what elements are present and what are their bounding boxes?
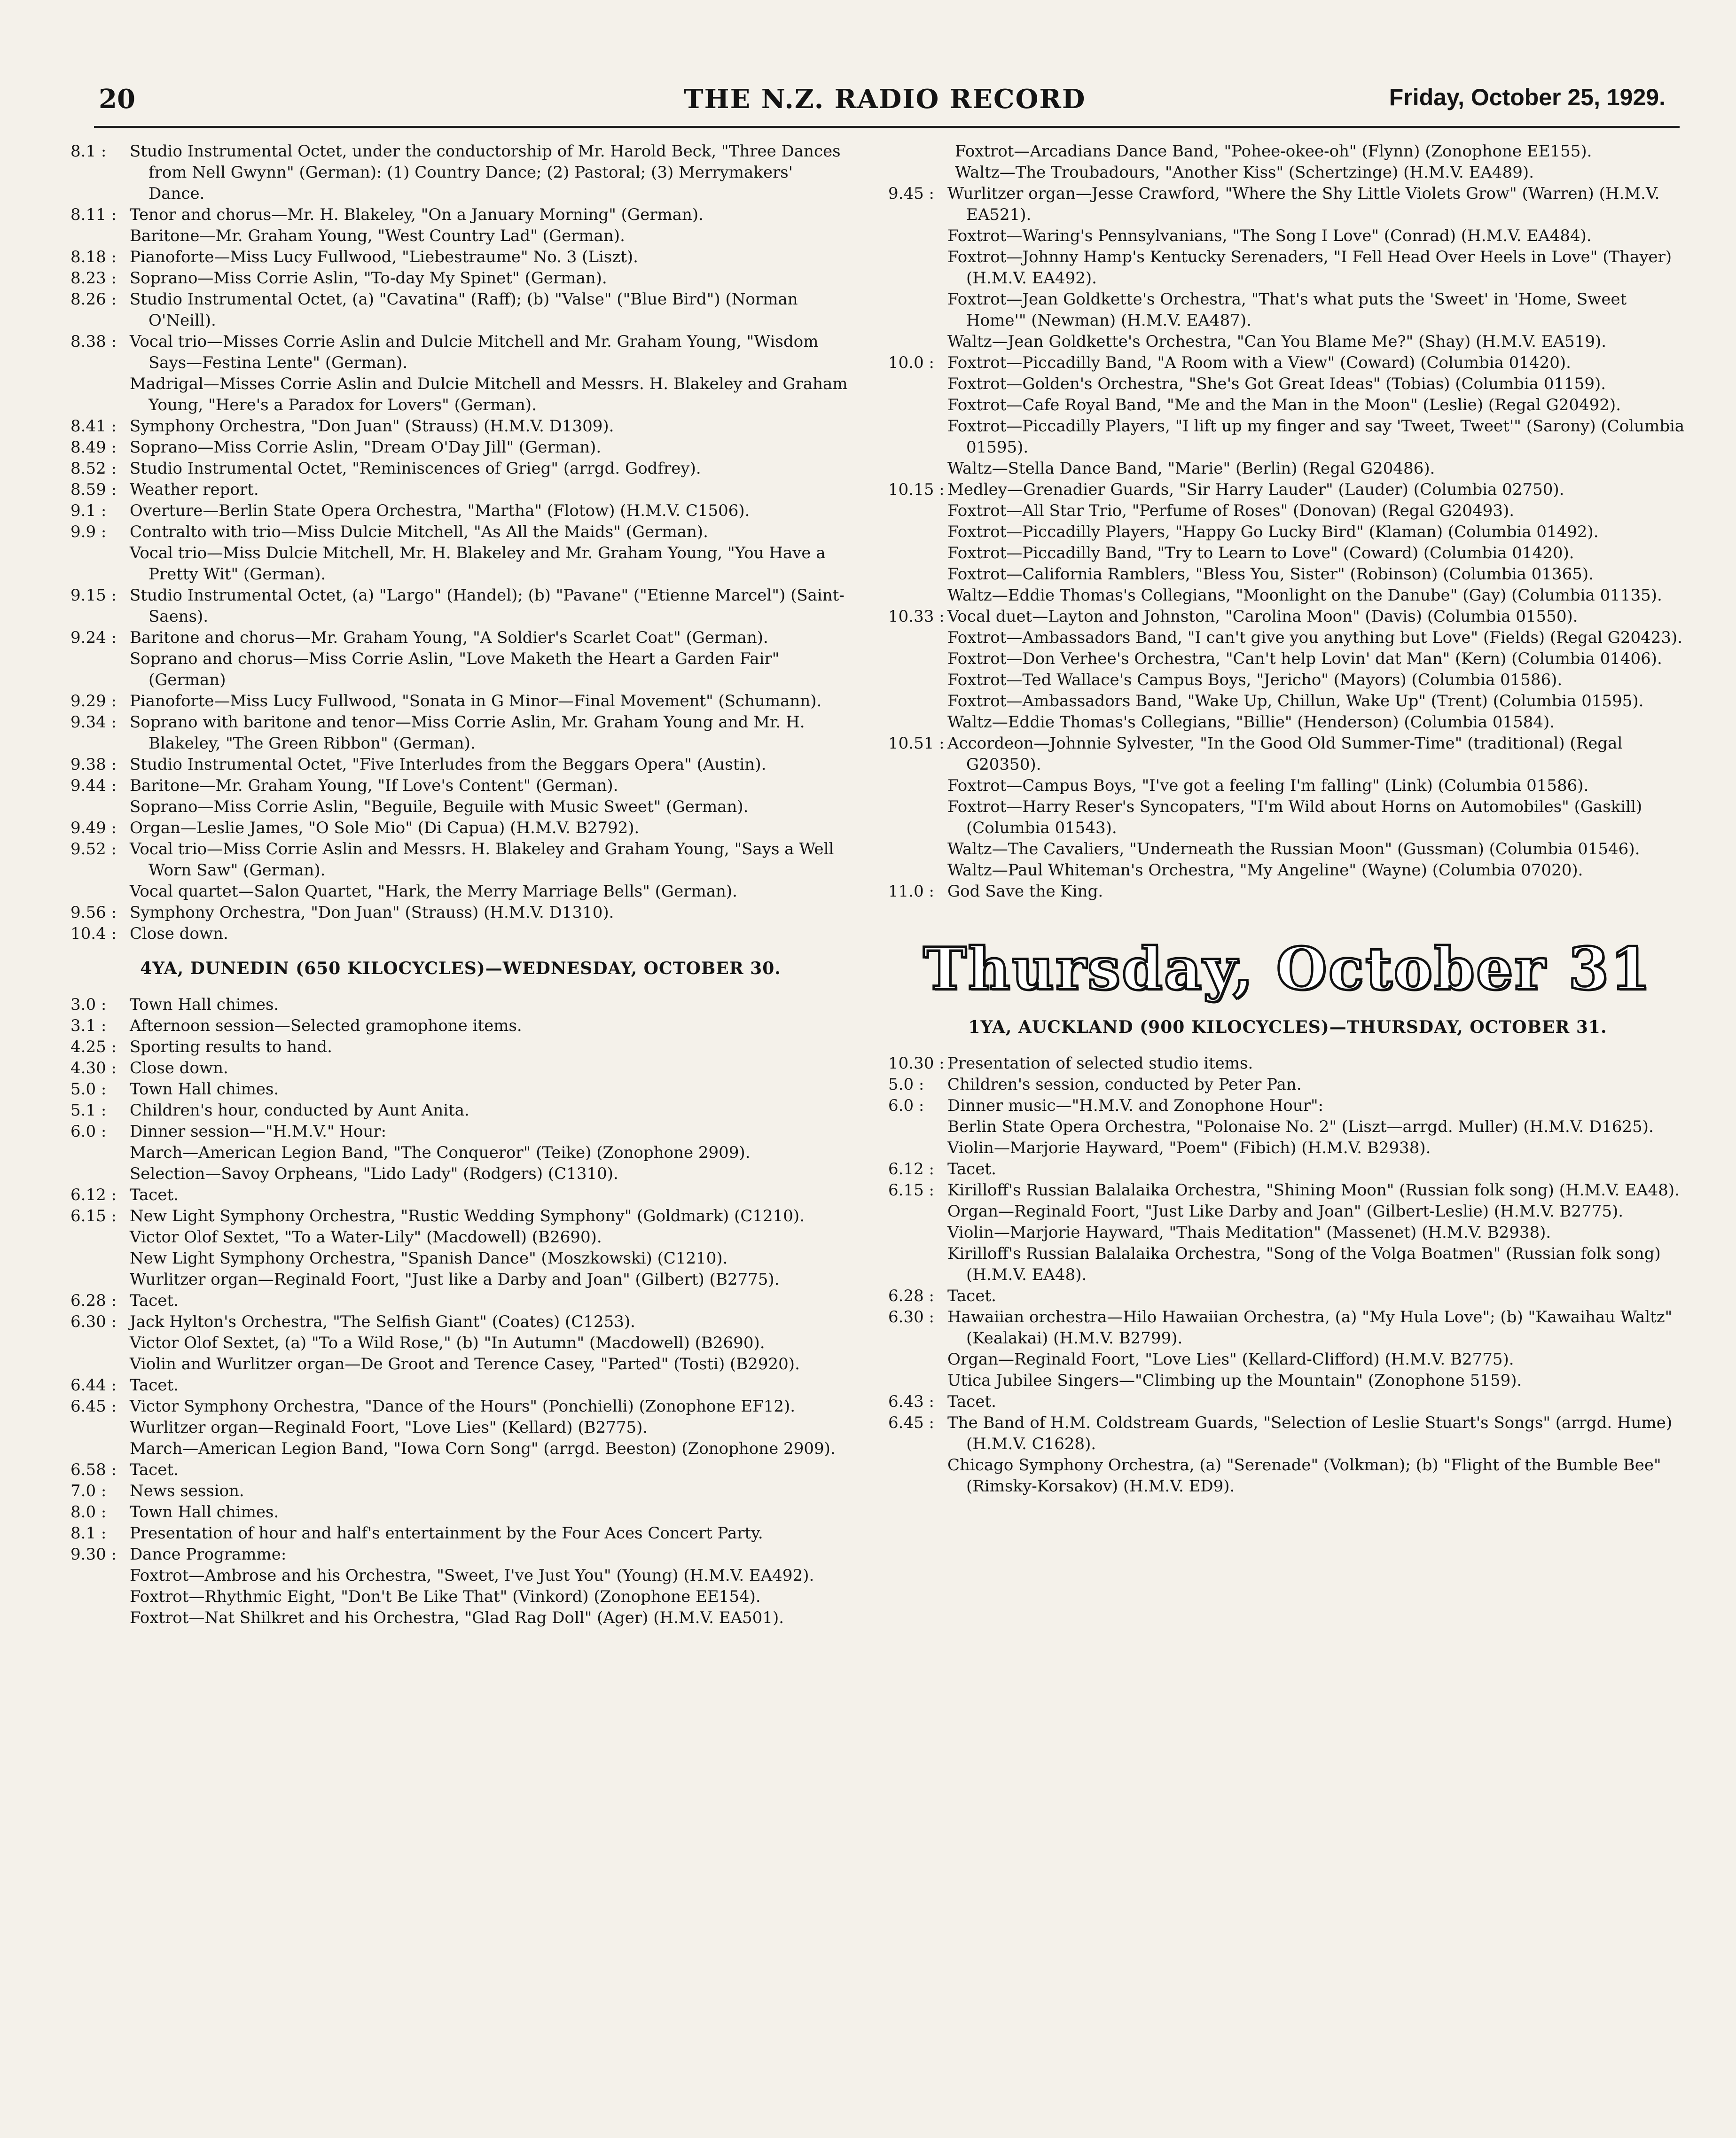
program-item: Studio Instrumental Octet, (a) "Largo" (Handel); (b) "Pavane" ("Etienne Marcel") (Saint-Saens). bbox=[130, 586, 845, 626]
entry-items bbox=[130, 1311, 851, 1375]
program-item: March—American Legion Band, "Iowa Corn Song" (arrgd. Beeston) (Zonophone 2909). bbox=[130, 1439, 836, 1458]
program-item: Kirilloff's Russian Balalaika Orchestra, "Song of the Volga Boatmen" (Russian folk song) (H.M.V. EA48). bbox=[947, 1244, 1661, 1284]
entry-items bbox=[130, 818, 851, 839]
program-item: Vocal trio—Miss Corrie Aslin and Messrs. H. Blakeley and Graham Young, "Says a Well Worn Saw" (German). bbox=[130, 840, 834, 880]
schedule-entry bbox=[70, 268, 851, 289]
schedule-entry bbox=[70, 1544, 851, 1629]
schedule-entry bbox=[70, 247, 851, 268]
program-item: Chicago Symphony Orchestra, (a) "Serenade" (Volkman); (b) "Flight of the Bumble Bee" (Rimsky-Korsakov) (H.M.V. ED9). bbox=[947, 1456, 1661, 1496]
program-item: Town Hall chimes. bbox=[130, 1080, 279, 1099]
program-item: Symphony Orchestra, "Don Juan" (Strauss) (H.M.V. D1310). bbox=[130, 903, 614, 922]
entry-items bbox=[130, 902, 851, 923]
entry-items bbox=[947, 1159, 1687, 1180]
program-item: Studio Instrumental Octet, (a) "Cavatina" (Raff); (b) "Valse" ("Blue Bird") (Norman O'Neill). bbox=[130, 290, 798, 330]
program-item: Foxtrot—California Ramblers, "Bless You, Sister" (Robinson) (Columbia 01365). bbox=[947, 565, 1594, 584]
program-item: The Band of H.M. Coldstream Guards, "Selection of Leslie Stuart's Songs" (arrgd. Hume) (H.M.V. C1628). bbox=[947, 1413, 1673, 1453]
entry-items bbox=[130, 331, 851, 416]
entry-time: 9.44 : bbox=[70, 776, 117, 795]
entry-items bbox=[130, 437, 851, 458]
program-item: Foxtrot—Nat Shilkret and his Orchestra, "Glad Rag Doll" (Ager) (H.M.V. EA501). bbox=[130, 1608, 784, 1627]
program-item: Soprano—Miss Corrie Aslin, "To-day My Spinet" (German). bbox=[130, 269, 607, 288]
entry-time: 10.4 : bbox=[70, 924, 117, 943]
schedule-entry bbox=[888, 881, 1687, 902]
entry-items bbox=[947, 352, 1687, 479]
program-item: Tacet. bbox=[130, 1186, 179, 1204]
program-item: Foxtrot—Golden's Orchestra, "She's Got Great Ideas" (Tobias) (Columbia 01159). bbox=[947, 375, 1606, 393]
entry-time: 8.1 : bbox=[70, 1524, 107, 1543]
program-item: Foxtrot—Piccadilly Players, "I lift up my finger and say 'Tweet, Tweet'" (Sarony) (Columbia 01595). bbox=[947, 417, 1685, 457]
program-item: Soprano with baritone and tenor—Miss Corrie Aslin, Mr. Graham Young and Mr. H. Blakeley, "The Green Ribbon" (German). bbox=[130, 713, 805, 753]
issue-date: Friday, October 25, 1929. bbox=[1389, 84, 1666, 110]
program-item: Violin—Marjorie Hayward, "Thais Meditation" (Massenet) (H.M.V. B2938). bbox=[947, 1223, 1551, 1242]
entry-items bbox=[130, 141, 851, 204]
program-item: Foxtrot—Waring's Pennsylvanians, "The Song I Love" (Conrad) (H.M.V. EA484). bbox=[947, 226, 1592, 245]
entry-time: 11.0 : bbox=[888, 882, 934, 901]
schedule-entry bbox=[70, 1058, 851, 1079]
schedule-entry bbox=[70, 141, 851, 204]
program-item: Studio Instrumental Octet, "Five Interludes from the Beggars Opera" (Austin). bbox=[130, 755, 766, 774]
entry-items bbox=[130, 627, 851, 691]
program-item: Dance Programme: bbox=[130, 1545, 287, 1564]
schedule-entry bbox=[888, 606, 1687, 733]
schedule-entry bbox=[888, 1095, 1687, 1159]
program-item: Organ—Reginald Foort, "Love Lies" (Kellard-Clifford) (H.M.V. B2775). bbox=[947, 1350, 1514, 1369]
entry-time: 6.44 : bbox=[70, 1376, 117, 1395]
entry-items bbox=[130, 204, 851, 247]
schedule-entry bbox=[70, 289, 851, 331]
schedule-entry bbox=[70, 1037, 851, 1058]
schedule-entry bbox=[888, 1286, 1687, 1307]
program-item: Children's session, conducted by Peter Pan. bbox=[947, 1075, 1302, 1094]
entry-items bbox=[947, 479, 1687, 606]
program-item: Studio Instrumental Octet, "Reminiscences of Grieg" (arrgd. Godfrey). bbox=[130, 459, 701, 478]
program-item: Kirilloff's Russian Balalaika Orchestra, "Shining Moon" (Russian folk song) (H.M.V. EA48). bbox=[947, 1181, 1680, 1200]
program-item: Foxtrot—Johnny Hamp's Kentucky Serenaders, "I Fell Head Over Heels in Love" (Thayer) (H.M.V. EA492). bbox=[947, 248, 1672, 288]
entry-items bbox=[947, 1053, 1687, 1074]
program-item: Victor Olof Sextet, (a) "To a Wild Rose," (b) "In Autumn" (Macdowell) (B2690). bbox=[130, 1334, 765, 1352]
schedule-entry bbox=[70, 775, 851, 818]
program-item: Hawaiian orchestra—Hilo Hawaiian Orchestra, (a) "My Hula Love"; (b) "Kawaihau Waltz" (Kealakai) (H.M.V. B2799). bbox=[947, 1308, 1673, 1348]
entry-items bbox=[947, 1180, 1687, 1286]
program-item: Foxtrot—Ambassadors Band, "I can't give you anything but Love" (Fields) (Regal G20423). bbox=[947, 628, 1683, 647]
program-item: Wurlitzer organ—Jesse Crawford, "Where the Shy Little Violets Grow" (Warren) (H.M.V. EA521). bbox=[947, 184, 1660, 224]
program-item: Foxtrot—Ambassadors Band, "Wake Up, Chillun, Wake Up" (Trent) (Columbia 01595). bbox=[947, 692, 1644, 710]
entry-time: 9.24 : bbox=[70, 628, 117, 647]
program-item: Waltz—The Cavaliers, "Underneath the Russian Moon" (Gussman) (Columbia 01546). bbox=[947, 840, 1640, 858]
program-item: Afternoon session—Selected gramophone items. bbox=[130, 1016, 522, 1035]
entry-items bbox=[130, 1037, 851, 1058]
entry-items bbox=[130, 289, 851, 331]
entry-items bbox=[130, 458, 851, 479]
entry-time: 6.28 : bbox=[888, 1287, 934, 1305]
program-item: Vocal quartet—Salon Quartet, "Hark, the Merry Marriage Bells" (German). bbox=[130, 882, 737, 901]
program-item: Soprano—Miss Corrie Aslin, "Dream O'Day Jill" (German). bbox=[130, 438, 602, 457]
entry-items bbox=[130, 1396, 851, 1459]
entry-items bbox=[947, 183, 1687, 352]
entry-time: 9.15 : bbox=[70, 586, 117, 605]
entry-items bbox=[130, 712, 851, 754]
program-item: Vocal trio—Misses Corrie Aslin and Dulcie Mitchell and Mr. Graham Young, "Wisdom Says—Festina Lente" (German). bbox=[130, 332, 819, 372]
entry-time: 5.1 : bbox=[70, 1101, 107, 1120]
program-item: Close down. bbox=[130, 924, 228, 943]
program-item: Victor Olof Sextet, "To a Water-Lily" (Macdowell) (B2690). bbox=[130, 1228, 602, 1247]
schedule-entry bbox=[70, 331, 851, 416]
entry-time: 9.9 : bbox=[70, 523, 107, 541]
listings-1ya bbox=[888, 1053, 1687, 1497]
entry-time: 6.45 : bbox=[888, 1413, 934, 1432]
schedule-entry bbox=[70, 902, 851, 923]
program-item: Studio Instrumental Octet, under the conductorship of Mr. Harold Beck, "Three Dances from Nell Gwynn" (German): (1) Country Dance; (2) Pastoral; (3) Merrymakers' Dance. bbox=[130, 142, 841, 203]
entry-time: 10.0 : bbox=[888, 353, 934, 372]
program-item: Weather report. bbox=[130, 480, 259, 499]
entry-items bbox=[130, 923, 851, 944]
program-item: Baritone—Mr. Graham Young, "If Love's Content" (German). bbox=[130, 776, 618, 795]
entry-time: 6.12 : bbox=[888, 1160, 934, 1178]
entry-items bbox=[130, 1058, 851, 1079]
section-heading-4ya: 4YA, DUNEDIN (650 KILOCYCLES)—WEDNESDAY, OCTOBER 30. bbox=[140, 959, 781, 978]
entry-time: 9.29 : bbox=[70, 692, 117, 710]
program-item: Overture—Berlin State Opera Orchestra, "Martha" (Flotow) (H.M.V. C1506). bbox=[130, 501, 750, 520]
program-item: Vocal duet—Layton and Johnston, "Carolina Moon" (Davis) (Columbia 01550). bbox=[947, 607, 1578, 626]
program-item: Foxtrot—Piccadilly Band, "A Room with a View" (Coward) (Columbia 01420). bbox=[947, 353, 1571, 372]
program-item: Pianoforte—Miss Lucy Fullwood, "Liebestraume" No. 3 (Liszt). bbox=[130, 248, 638, 266]
entry-time: 8.38 : bbox=[70, 332, 117, 351]
program-item: Soprano—Miss Corrie Aslin, "Beguile, Beguile with Music Sweet" (German). bbox=[130, 797, 749, 816]
program-item: Berlin State Opera Orchestra, "Polonaise No. 2" (Liszt—arrgd. Muller) (H.M.V. D1625). bbox=[947, 1117, 1654, 1136]
entry-time: 10.15 : bbox=[888, 480, 945, 499]
program-item: Utica Jubilee Singers—"Climbing up the Mountain" (Zonophone 5159). bbox=[947, 1371, 1522, 1390]
schedule-entry bbox=[888, 352, 1687, 479]
entry-time: 6.12 : bbox=[70, 1186, 117, 1204]
schedule-entry bbox=[70, 1121, 851, 1185]
schedule-entry bbox=[70, 500, 851, 522]
program-item: Dinner music—"H.M.V. and Zonophone Hour": bbox=[947, 1096, 1324, 1115]
schedule-entry bbox=[70, 1311, 851, 1375]
program-item: Foxtrot—Jean Goldkette's Orchestra, "That's what puts the 'Sweet' in 'Home, Sweet Home'" (Newman) (H.M.V. EA487). bbox=[947, 290, 1627, 330]
entry-time: 6.45 : bbox=[70, 1397, 117, 1416]
entry-time: 6.0 : bbox=[70, 1122, 107, 1141]
program-item: God Save the King. bbox=[947, 882, 1103, 901]
program-item: Foxtrot—Piccadilly Band, "Try to Learn to Love" (Coward) (Columbia 01420). bbox=[947, 544, 1574, 562]
program-item: Wurlitzer organ—Reginald Foort, "Love Lies" (Kellard) (B2775). bbox=[130, 1418, 648, 1437]
entry-items bbox=[130, 522, 851, 585]
program-item: Vocal trio—Miss Dulcie Mitchell, Mr. H. Blakeley and Mr. Graham Young, "You Have a Pretty Wit" (German). bbox=[130, 544, 826, 584]
program-item: New Light Symphony Orchestra, "Rustic Wedding Symphony" (Goldmark) (C1210). bbox=[130, 1207, 805, 1225]
schedule-entry bbox=[70, 1481, 851, 1502]
program-item: Foxtrot—Cafe Royal Band, "Me and the Man in the Moon" (Leslie) (Regal G20492). bbox=[947, 396, 1621, 414]
program-item: Presentation of hour and half's entertainment by the Four Aces Concert Party. bbox=[130, 1524, 763, 1543]
schedule-entry bbox=[70, 1290, 851, 1311]
entry-items bbox=[130, 1079, 851, 1100]
schedule-entry bbox=[70, 1206, 851, 1290]
page-header bbox=[99, 84, 1666, 126]
entry-items bbox=[130, 775, 851, 818]
program-item: Foxtrot—Ambrose and his Orchestra, "Sweet, I've Just You" (Young) (H.M.V. EA492). bbox=[130, 1566, 814, 1585]
entry-time: 8.41 : bbox=[70, 417, 117, 436]
section-heading-1ya: 1YA, AUCKLAND (900 KILOCYCLES)—THURSDAY, OCTOBER 31. bbox=[968, 1017, 1607, 1037]
entry-time: 9.34 : bbox=[70, 713, 117, 732]
program-item: Tacet. bbox=[947, 1287, 996, 1305]
program-item: March—American Legion Band, "The Conqueror" (Teike) (Zonophone 2909). bbox=[130, 1143, 751, 1162]
program-item: Tacet. bbox=[130, 1460, 179, 1479]
program-item: Waltz—Eddie Thomas's Collegians, "Moonlight on the Danube" (Gay) (Columbia 01135). bbox=[947, 586, 1662, 605]
entry-time: 8.49 : bbox=[70, 438, 117, 457]
program-item: Violin—Marjorie Hayward, "Poem" (Fibich) (H.M.V. B2938). bbox=[947, 1139, 1431, 1157]
entry-time: 10.33 : bbox=[888, 607, 945, 626]
right-column bbox=[888, 141, 1687, 1497]
entry-time: 9.49 : bbox=[70, 819, 117, 837]
program-item: Foxtrot—Piccadilly Players, "Happy Go Lucky Bird" (Klaman) (Columbia 01492). bbox=[947, 523, 1599, 541]
entry-items bbox=[130, 1015, 851, 1037]
program-item: Waltz—Stella Dance Band, "Marie" (Berlin) (Regal G20486). bbox=[947, 459, 1435, 478]
entry-items bbox=[947, 1074, 1687, 1095]
entry-items bbox=[947, 1286, 1687, 1307]
entry-items bbox=[130, 1375, 851, 1396]
entry-time: 6.30 : bbox=[888, 1308, 934, 1326]
program-item: Children's hour, conducted by Aunt Anita. bbox=[130, 1101, 469, 1120]
schedule-entry bbox=[888, 1412, 1687, 1497]
entry-items bbox=[130, 1523, 851, 1544]
entry-time: 9.56 : bbox=[70, 903, 117, 922]
program-item: Foxtrot—Campus Boys, "I've got a feeling I'm falling" (Link) (Columbia 01586). bbox=[947, 776, 1589, 795]
program-item: Pianoforte—Miss Lucy Fullwood, "Sonata in G Minor—Final Movement" (Schumann). bbox=[130, 692, 822, 710]
schedule-entry bbox=[70, 416, 851, 437]
entry-time: 4.30 : bbox=[70, 1059, 117, 1077]
schedule-entry bbox=[888, 733, 1687, 881]
entry-time: 8.52 : bbox=[70, 459, 117, 478]
schedule-entry bbox=[888, 479, 1687, 606]
schedule-entry bbox=[70, 754, 851, 775]
entry-time: 6.30 : bbox=[70, 1312, 117, 1331]
schedule-entry bbox=[888, 1391, 1687, 1412]
entry-time: 6.15 : bbox=[888, 1181, 934, 1200]
schedule-entry bbox=[70, 818, 851, 839]
entry-items bbox=[947, 1307, 1687, 1391]
program-item: Jack Hylton's Orchestra, "The Selfish Giant" (Coates) (C1253). bbox=[130, 1312, 635, 1331]
program-item: Waltz—The Troubadours, "Another Kiss" (Schertzinge) (H.M.V. EA489). bbox=[955, 163, 1534, 182]
schedule-entry bbox=[70, 1015, 851, 1037]
program-item: Town Hall chimes. bbox=[130, 1503, 279, 1522]
program-item: Waltz—Eddie Thomas's Collegians, "Billie" (Henderson) (Columbia 01584). bbox=[947, 713, 1555, 732]
right-continued-listings bbox=[888, 141, 1687, 183]
entry-time: 6.58 : bbox=[70, 1460, 117, 1479]
left-column bbox=[70, 141, 851, 1629]
thursday-heading: Thursday, October 31 bbox=[923, 935, 1652, 1003]
program-item: Symphony Orchestra, "Don Juan" (Strauss) (H.M.V. D1309). bbox=[130, 417, 614, 436]
entry-items bbox=[130, 1100, 851, 1121]
entry-time: 8.23 : bbox=[70, 269, 117, 288]
entry-items bbox=[130, 1185, 851, 1206]
entry-time: 9.45 : bbox=[888, 184, 934, 203]
entry-items bbox=[947, 606, 1687, 733]
schedule-entry bbox=[70, 1100, 851, 1121]
program-item: Madrigal—Misses Corrie Aslin and Dulcie Mitchell and Messrs. H. Blakeley and Graham Young, "Here's a Paradox for Lovers" (German). bbox=[130, 375, 848, 414]
program-item: New Light Symphony Orchestra, "Spanish Dance" (Moszkowski) (C1210). bbox=[130, 1249, 728, 1268]
schedule-entry bbox=[70, 839, 851, 902]
header-rule bbox=[94, 126, 1680, 128]
entry-items bbox=[947, 1095, 1687, 1159]
entry-time: 3.0 : bbox=[70, 995, 107, 1014]
entry-time: 9.52 : bbox=[70, 840, 117, 858]
entry-time: 9.38 : bbox=[70, 755, 117, 774]
entry-items bbox=[130, 1481, 851, 1502]
schedule-entry bbox=[70, 437, 851, 458]
schedule-entry bbox=[70, 522, 851, 585]
entry-items bbox=[130, 479, 851, 500]
program-item: Selection—Savoy Orpheans, "Lido Lady" (Rodgers) (C1310). bbox=[130, 1164, 618, 1183]
entry-time: 5.0 : bbox=[888, 1075, 924, 1094]
program-item: Wurlitzer organ—Reginald Foort, "Just like a Darby and Joan" (Gilbert) (B2775). bbox=[130, 1270, 780, 1289]
entry-time: 7.0 : bbox=[70, 1482, 107, 1500]
schedule-entry bbox=[70, 627, 851, 691]
schedule-entry bbox=[888, 1074, 1687, 1095]
program-item: Baritone and chorus—Mr. Graham Young, "A Soldier's Scarlet Coat" (German). bbox=[130, 628, 768, 647]
program-item: Foxtrot—All Star Trio, "Perfume of Roses" (Donovan) (Regal G20493). bbox=[947, 501, 1515, 520]
schedule-entry bbox=[70, 585, 851, 627]
entry-items bbox=[947, 1412, 1687, 1497]
right-top-listings bbox=[888, 183, 1687, 902]
entry-time: 8.1 : bbox=[70, 142, 107, 161]
schedule-entry bbox=[70, 1079, 851, 1100]
entry-items bbox=[130, 1206, 851, 1290]
entry-items bbox=[130, 416, 851, 437]
program-item: Tacet. bbox=[130, 1291, 179, 1310]
program-item: Foxtrot—Rhythmic Eight, "Don't Be Like That" (Vinkord) (Zonophone EE154). bbox=[130, 1587, 761, 1606]
schedule-entry bbox=[70, 923, 851, 944]
schedule-entry bbox=[70, 994, 851, 1015]
entry-items bbox=[130, 268, 851, 289]
entry-time: 3.1 : bbox=[70, 1016, 107, 1035]
entry-time: 6.0 : bbox=[888, 1096, 924, 1115]
schedule-entry bbox=[70, 1459, 851, 1481]
entry-time: 8.11 : bbox=[70, 205, 117, 224]
program-item: Tacet. bbox=[947, 1160, 996, 1178]
entry-time: 10.30 : bbox=[888, 1054, 945, 1073]
program-item: Tacet. bbox=[130, 1376, 179, 1395]
schedule-entry bbox=[888, 1159, 1687, 1180]
program-item: Presentation of selected studio items. bbox=[947, 1054, 1253, 1073]
page-number: 20 bbox=[99, 84, 135, 115]
program-item: Sporting results to hand. bbox=[130, 1038, 332, 1056]
program-item: Foxtrot—Harry Reser's Syncopaters, "I'm Wild about Horns on Automobiles" (Gaskill) (Columbia 01543). bbox=[947, 797, 1642, 837]
program-item: Dinner session—"H.M.V." Hour: bbox=[130, 1122, 387, 1141]
program-item: Tacet. bbox=[947, 1392, 996, 1411]
program-item: Organ—Leslie James, "O Sole Mio" (Di Capua) (H.M.V. B2792). bbox=[130, 819, 640, 837]
entry-time: 5.0 : bbox=[70, 1080, 107, 1099]
entry-time: 8.59 : bbox=[70, 480, 117, 499]
schedule-entry bbox=[888, 183, 1687, 352]
entry-items bbox=[130, 1544, 851, 1629]
entry-items bbox=[947, 1391, 1687, 1412]
schedule-entry bbox=[888, 1307, 1687, 1391]
schedule-entry bbox=[888, 1053, 1687, 1074]
entry-time: 6.43 : bbox=[888, 1392, 934, 1411]
program-item: Soprano and chorus—Miss Corrie Aslin, "Love Maketh the Heart a Garden Fair" (German) bbox=[130, 649, 780, 689]
entry-time: 9.1 : bbox=[70, 501, 107, 520]
program-item: Foxtrot—Ted Wallace's Campus Boys, "Jericho" (Mayors) (Columbia 01586). bbox=[947, 671, 1563, 689]
program-item: Medley—Grenadier Guards, "Sir Harry Lauder" (Lauder) (Columbia 02750). bbox=[947, 480, 1564, 499]
schedule-entry bbox=[70, 458, 851, 479]
schedule-entry bbox=[70, 1375, 851, 1396]
entry-items bbox=[130, 691, 851, 712]
program-item: Baritone—Mr. Graham Young, "West Country Lad" (German). bbox=[130, 226, 625, 245]
entry-time: 10.51 : bbox=[888, 734, 945, 753]
entry-items bbox=[130, 839, 851, 902]
program-item: Tenor and chorus—Mr. H. Blakeley, "On a January Morning" (German). bbox=[130, 205, 704, 224]
schedule-entry bbox=[70, 691, 851, 712]
schedule-entry bbox=[70, 1185, 851, 1206]
entry-time: 9.30 : bbox=[70, 1545, 117, 1564]
program-item: Waltz—Paul Whiteman's Orchestra, "My Angeline" (Wayne) (Columbia 07020). bbox=[947, 861, 1583, 880]
entry-items bbox=[947, 733, 1687, 881]
schedule-entry bbox=[888, 1180, 1687, 1286]
entry-items bbox=[130, 247, 851, 268]
schedule-entry bbox=[70, 204, 851, 247]
entry-time: 8.18 : bbox=[70, 248, 117, 266]
entry-time: 8.0 : bbox=[70, 1503, 107, 1522]
listings-4ya bbox=[70, 994, 851, 1629]
entry-items bbox=[130, 1459, 851, 1481]
program-item: Accordeon—Johnnie Sylvester, "In the Good Old Summer-Time" (traditional) (Regal G20350). bbox=[947, 734, 1623, 774]
entry-items bbox=[130, 994, 851, 1015]
program-item: Contralto with trio—Miss Dulcie Mitchell, "As All the Maids" (German). bbox=[130, 523, 708, 541]
entry-items bbox=[130, 1502, 851, 1523]
entry-time: 6.15 : bbox=[70, 1207, 117, 1225]
program-item: Victor Symphony Orchestra, "Dance of the Hours" (Ponchielli) (Zonophone EF12). bbox=[130, 1397, 796, 1416]
entry-time: 8.26 : bbox=[70, 290, 117, 309]
program-item: Foxtrot—Don Verhee's Orchestra, "Can't help Lovin' dat Man" (Kern) (Columbia 01406). bbox=[947, 649, 1662, 668]
schedule-entry bbox=[70, 479, 851, 500]
program-item: News session. bbox=[130, 1482, 244, 1500]
program-item: Waltz—Jean Goldkette's Orchestra, "Can You Blame Me?" (Shay) (H.M.V. EA519). bbox=[947, 332, 1607, 351]
schedule-entry bbox=[70, 1502, 851, 1523]
schedule-entry bbox=[70, 1523, 851, 1544]
entry-items bbox=[130, 754, 851, 775]
publication-title: THE N.Z. RADIO RECORD bbox=[684, 84, 1086, 115]
entry-items bbox=[947, 881, 1687, 902]
entry-items bbox=[130, 1121, 851, 1185]
entry-items bbox=[130, 1290, 851, 1311]
program-item: Organ—Reginald Foort, "Just Like Darby and Joan" (Gilbert-Leslie) (H.M.V. B2775). bbox=[947, 1202, 1624, 1221]
program-item: Town Hall chimes. bbox=[130, 995, 279, 1014]
entry-items bbox=[130, 585, 851, 627]
program-item: Violin and Wurlitzer organ—De Groot and Terence Casey, "Parted" (Tosti) (B2920). bbox=[130, 1355, 800, 1373]
entry-items bbox=[130, 500, 851, 522]
left-top-listings bbox=[70, 141, 851, 944]
program-item: Foxtrot—Arcadians Dance Band, "Pohee-okee-oh" (Flynn) (Zonophone EE155). bbox=[955, 142, 1592, 161]
schedule-entry bbox=[70, 1396, 851, 1459]
schedule-entry bbox=[70, 712, 851, 754]
entry-time: 4.25 : bbox=[70, 1038, 117, 1056]
program-item: Close down. bbox=[130, 1059, 228, 1077]
entry-time: 6.28 : bbox=[70, 1291, 117, 1310]
